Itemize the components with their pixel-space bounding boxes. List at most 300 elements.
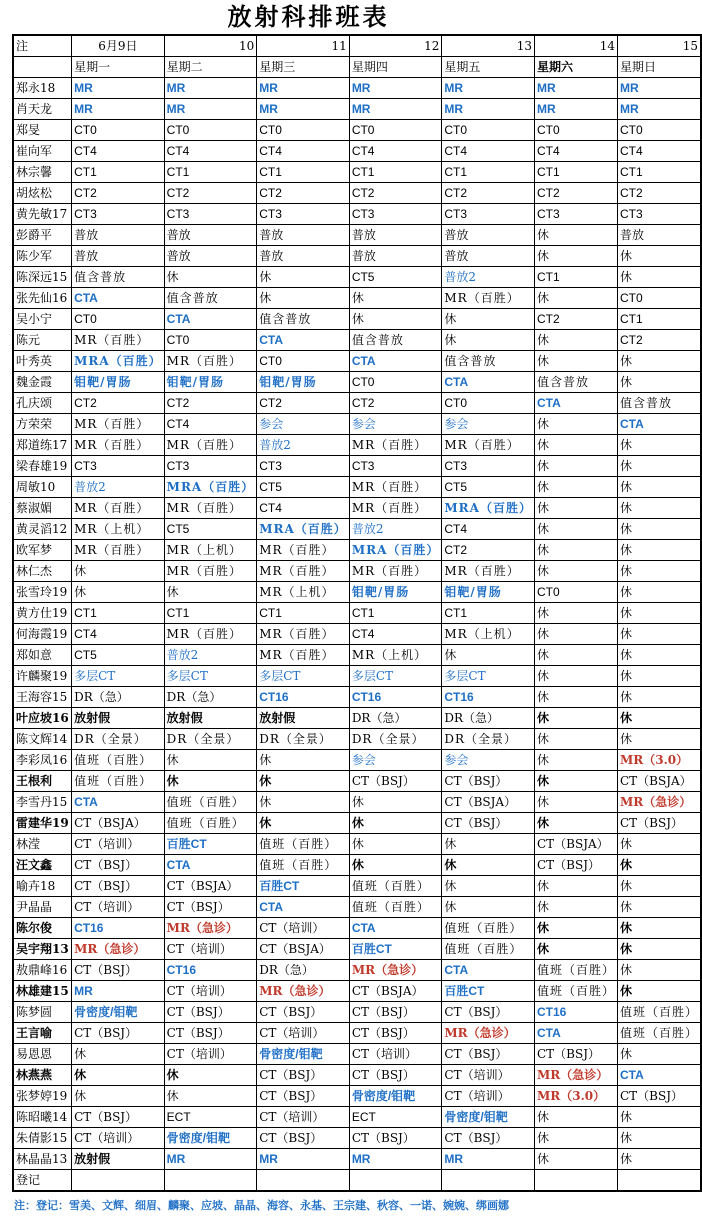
shift-cell: CT2	[617, 330, 701, 351]
shift-cell	[164, 1170, 257, 1192]
shift-cell: 放射假	[164, 708, 257, 729]
shift-cell: CT（培训）	[349, 1044, 442, 1065]
shift-cell: CT（培训）	[164, 1044, 257, 1065]
staff-name: 郑如意	[13, 645, 72, 666]
shift-cell: 休	[349, 834, 442, 855]
shift-cell: 休	[534, 939, 617, 960]
shift-cell: 休	[617, 960, 701, 981]
shift-cell: CT（BSJ）	[442, 1002, 535, 1023]
shift-cell: 普放2	[164, 645, 257, 666]
shift-cell: 休	[534, 771, 617, 792]
weekday-header: 星期日	[617, 57, 701, 78]
staff-name: 蔡淑媚	[13, 498, 72, 519]
shift-cell: 值含普放	[164, 288, 257, 309]
shift-cell: 休	[164, 267, 257, 288]
shift-cell: CT（培训）	[72, 897, 165, 918]
shift-cell: 参会	[257, 414, 350, 435]
staff-name: 雷建华19	[13, 813, 72, 834]
staff-name: 敖鼎峰16	[13, 960, 72, 981]
shift-cell: CT2	[72, 183, 165, 204]
staff-name: 吴小宁	[13, 309, 72, 330]
shift-cell: 休	[617, 351, 701, 372]
table-row	[13, 183, 701, 204]
shift-cell: CT3	[349, 456, 442, 477]
shift-cell: 休	[534, 918, 617, 939]
shift-cell: CTA	[617, 1065, 701, 1086]
shift-cell: 休	[534, 351, 617, 372]
shift-cell: MR（急诊）	[257, 981, 350, 1002]
table-row	[13, 792, 701, 813]
shift-cell: CT1	[164, 603, 257, 624]
staff-name: 魏金霞	[13, 372, 72, 393]
shift-cell: 多层CT	[257, 666, 350, 687]
staff-name: 张雪玲19	[13, 582, 72, 603]
shift-cell: 休	[617, 603, 701, 624]
shift-cell	[72, 1170, 165, 1192]
shift-cell: 休	[534, 708, 617, 729]
table-row	[13, 267, 701, 288]
shift-cell: CT0	[72, 309, 165, 330]
date-header: 14	[534, 35, 617, 57]
shift-cell: 值含普放	[349, 330, 442, 351]
shift-cell: DR（急）	[164, 687, 257, 708]
shift-cell: MR（百胜）	[164, 561, 257, 582]
shift-cell: 休	[534, 414, 617, 435]
shift-cell: CT5	[442, 477, 535, 498]
shift-cell: 休	[349, 288, 442, 309]
shift-cell: MR（上机）	[442, 624, 535, 645]
shift-cell: 钼靶/胃肠	[257, 372, 350, 393]
shift-cell: MRA（百胜）	[164, 477, 257, 498]
staff-name: 登记	[13, 1170, 72, 1192]
shift-cell: 休	[617, 708, 701, 729]
shift-cell: CT4	[534, 141, 617, 162]
shift-cell: CT0	[442, 120, 535, 141]
shift-cell: 休	[534, 876, 617, 897]
shift-cell: CT（BSJ）	[534, 1044, 617, 1065]
shift-cell: CT（BSJ）	[72, 960, 165, 981]
shift-cell: CT4	[349, 141, 442, 162]
table-row	[13, 645, 701, 666]
table-row	[13, 624, 701, 645]
shift-cell: DR（急）	[349, 708, 442, 729]
shift-cell: CT0	[349, 372, 442, 393]
shift-cell: CT（BSJ）	[442, 1044, 535, 1065]
date-header: 6月9日	[72, 35, 165, 57]
shift-cell: 休	[617, 918, 701, 939]
shift-cell: 休	[617, 876, 701, 897]
table-row	[13, 141, 701, 162]
shift-cell: 值班（百胜）	[164, 813, 257, 834]
shift-cell: MR（百胜）	[349, 498, 442, 519]
weekday-header-row	[13, 57, 701, 78]
staff-name: 吴宇翔13	[13, 939, 72, 960]
shift-cell: MR	[617, 78, 701, 99]
shift-cell: 普放2	[257, 435, 350, 456]
staff-name: 喻卉18	[13, 876, 72, 897]
shift-cell: 百胜CT	[349, 939, 442, 960]
shift-cell: 普放	[617, 225, 701, 246]
shift-cell: 钼靶/胃肠	[72, 372, 165, 393]
shift-cell: 值班（百胜）	[442, 939, 535, 960]
shift-cell: CT3	[442, 456, 535, 477]
shift-cell: MR	[72, 78, 165, 99]
shift-cell: 休	[617, 1107, 701, 1128]
shift-cell: CT（培训）	[257, 918, 350, 939]
staff-name: 方荣荣	[13, 414, 72, 435]
shift-cell: MR	[534, 99, 617, 120]
shift-cell: CT3	[72, 456, 165, 477]
shift-cell: CT1	[534, 162, 617, 183]
shift-cell: 休	[72, 1086, 165, 1107]
shift-cell: 值班（百胜）	[534, 981, 617, 1002]
table-row	[13, 246, 701, 267]
staff-name: 郑道练17	[13, 435, 72, 456]
shift-cell: CTA	[349, 351, 442, 372]
shift-cell: 休	[534, 666, 617, 687]
shift-cell: 休	[534, 603, 617, 624]
shift-cell: CT1	[72, 603, 165, 624]
shift-cell: 放射假	[72, 708, 165, 729]
shift-cell: MR（百胜）	[72, 330, 165, 351]
staff-name: 肖天龙	[13, 99, 72, 120]
shift-cell: MR（上机）	[164, 540, 257, 561]
shift-cell: CT（培训）	[257, 1107, 350, 1128]
shift-cell: 值班（百胜）	[164, 792, 257, 813]
shift-cell: CT1	[257, 162, 350, 183]
shift-cell: CT4	[257, 141, 350, 162]
shift-cell: 值班（百胜）	[72, 771, 165, 792]
shift-cell: 休	[442, 330, 535, 351]
staff-name: 陈深远15	[13, 267, 72, 288]
shift-cell: CT（BSJ）	[442, 813, 535, 834]
shift-cell: MR（3.0）	[617, 750, 701, 771]
shift-cell: MR（百胜）	[72, 540, 165, 561]
table-row	[13, 582, 701, 603]
shift-cell: CT（BSJ）	[349, 771, 442, 792]
shift-cell: CT16	[72, 918, 165, 939]
shift-cell: DR（全景）	[349, 729, 442, 750]
shift-cell	[534, 1170, 617, 1192]
shift-cell: CT1	[72, 162, 165, 183]
table-row	[13, 561, 701, 582]
shift-cell: 休	[349, 309, 442, 330]
shift-cell: CT（培训）	[442, 1065, 535, 1086]
table-row	[13, 813, 701, 834]
shift-cell: MR	[442, 99, 535, 120]
shift-cell: CT（BSJA）	[257, 939, 350, 960]
shift-cell: 休	[72, 582, 165, 603]
shift-cell: 休	[534, 729, 617, 750]
shift-cell: MR（急诊）	[442, 1023, 535, 1044]
staff-name: 林晶晶13	[13, 1149, 72, 1170]
shift-cell: CT（BSJ）	[534, 855, 617, 876]
table-row	[13, 771, 701, 792]
shift-cell: CT1	[617, 162, 701, 183]
shift-cell: 休	[617, 981, 701, 1002]
shift-cell: MR	[257, 78, 350, 99]
shift-cell: 多层CT	[164, 666, 257, 687]
shift-cell: 休	[534, 225, 617, 246]
shift-cell: 休	[617, 897, 701, 918]
staff-name: 陈文辉14	[13, 729, 72, 750]
staff-name: 陈梦圆	[13, 1002, 72, 1023]
shift-cell: CTA	[164, 855, 257, 876]
shift-cell: 休	[257, 792, 350, 813]
shift-cell: 休	[442, 834, 535, 855]
shift-cell: 休	[617, 582, 701, 603]
shift-cell: 休	[617, 855, 701, 876]
staff-name: 欧军梦	[13, 540, 72, 561]
shift-cell: CT4	[257, 498, 350, 519]
shift-cell: 休	[257, 267, 350, 288]
shift-cell: CT3	[257, 456, 350, 477]
table-row	[13, 99, 701, 120]
shift-cell: CT4	[72, 624, 165, 645]
shift-cell: 骨密度/钼靶	[72, 1002, 165, 1023]
shift-cell: MR（百胜）	[164, 351, 257, 372]
shift-cell: CTA	[257, 897, 350, 918]
staff-name: 叶应坡16	[13, 708, 72, 729]
shift-cell: CT4	[164, 414, 257, 435]
staff-name: 梁春雄19	[13, 456, 72, 477]
shift-cell: 休	[617, 435, 701, 456]
shift-cell: CT（BSJ）	[164, 897, 257, 918]
date-header: 12	[349, 35, 442, 57]
shift-cell: 休	[534, 750, 617, 771]
shift-cell: 普放	[349, 246, 442, 267]
shift-cell: 骨密度/钼靶	[349, 1086, 442, 1107]
shift-cell: 休	[72, 1065, 165, 1086]
staff-name: 林仁杰	[13, 561, 72, 582]
shift-cell: 普放	[442, 246, 535, 267]
shift-cell: 骨密度/钼靶	[164, 1128, 257, 1149]
shift-cell: 普放	[164, 225, 257, 246]
shift-cell: 值班（百胜）	[257, 834, 350, 855]
shift-cell: CT5	[257, 477, 350, 498]
shift-cell: 休	[534, 561, 617, 582]
shift-cell: MR	[442, 78, 535, 99]
page-title: 放射科排班表	[227, 2, 390, 31]
shift-cell: CT（BSJ）	[442, 1128, 535, 1149]
table-row	[13, 1044, 701, 1065]
staff-name: 何海霞19	[13, 624, 72, 645]
shift-cell: 休	[257, 771, 350, 792]
shift-cell: 普放	[257, 225, 350, 246]
shift-cell: 休	[164, 1065, 257, 1086]
shift-cell: CT2	[442, 183, 535, 204]
shift-cell: CT（培训）	[72, 834, 165, 855]
staff-name: 陈昭曦14	[13, 1107, 72, 1128]
shift-cell: MR	[72, 99, 165, 120]
weekday-header: 星期四	[349, 57, 442, 78]
shift-cell: DR（急）	[257, 960, 350, 981]
shift-cell: 值班（百胜）	[617, 1023, 701, 1044]
shift-cell: 休	[442, 897, 535, 918]
shift-cell: DR（全景）	[442, 729, 535, 750]
table-row	[13, 939, 701, 960]
table-row	[13, 876, 701, 897]
shift-cell: MR（3.0）	[534, 1086, 617, 1107]
shift-cell: CT（BSJA）	[349, 981, 442, 1002]
shift-cell: 休	[534, 498, 617, 519]
shift-cell: 休	[349, 813, 442, 834]
shift-cell: CT0	[349, 120, 442, 141]
shift-cell: CT（BSJ）	[72, 1023, 165, 1044]
staff-name: 郑永18	[13, 78, 72, 99]
shift-cell: CT3	[164, 204, 257, 225]
staff-name: 林燕燕	[13, 1065, 72, 1086]
shift-cell: 休	[534, 813, 617, 834]
shift-cell: CT（BSJ）	[72, 1107, 165, 1128]
shift-cell: MR	[72, 981, 165, 1002]
shift-cell: 值含普放	[617, 393, 701, 414]
shift-cell: 参会	[349, 750, 442, 771]
shift-cell: CT（培训）	[164, 981, 257, 1002]
shift-cell: CT（BSJA）	[534, 834, 617, 855]
shift-cell: 休	[534, 540, 617, 561]
shift-cell: MR（上机）	[72, 519, 165, 540]
shift-cell: 休	[534, 456, 617, 477]
shift-cell: CT1	[257, 603, 350, 624]
shift-cell: 值含普放	[257, 309, 350, 330]
table-row	[13, 1149, 701, 1170]
shift-cell: MR（百胜）	[349, 477, 442, 498]
shift-cell: CT3	[617, 204, 701, 225]
shift-cell: MR	[349, 1149, 442, 1170]
shift-cell: CT（BSJ）	[617, 1086, 701, 1107]
shift-cell: 休	[534, 435, 617, 456]
shift-cell: 休	[72, 1044, 165, 1065]
table-row	[13, 498, 701, 519]
date-header: 11	[257, 35, 350, 57]
shift-cell: CT（BSJ）	[617, 813, 701, 834]
shift-cell: 值含普放	[72, 267, 165, 288]
shift-cell: 休	[617, 687, 701, 708]
table-row	[13, 897, 701, 918]
footer-note: 注：登记：雪美、文辉、细眉、麟聚、应坡、晶晶、海容、永基、王宗建、秋容、一诺、婉婉、绑画娜	[14, 1199, 509, 1212]
staff-name: 王根利	[13, 771, 72, 792]
shift-cell: 普放	[442, 225, 535, 246]
shift-cell: MR	[534, 78, 617, 99]
shift-cell: 休	[617, 834, 701, 855]
shift-cell: CT（培训）	[72, 1128, 165, 1149]
staff-name: 李雪丹15	[13, 792, 72, 813]
shift-cell: CT（BSJA）	[617, 771, 701, 792]
weekday-header: 星期二	[164, 57, 257, 78]
staff-name: 张先仙16	[13, 288, 72, 309]
table-row	[13, 960, 701, 981]
table-row	[13, 1086, 701, 1107]
shift-cell: CT（BSJA）	[164, 876, 257, 897]
shift-cell: 休	[72, 561, 165, 582]
shift-cell: 百胜CT	[164, 834, 257, 855]
weekday-header: 星期六	[534, 57, 617, 78]
shift-cell: 休	[534, 645, 617, 666]
table-row	[13, 162, 701, 183]
shift-cell: CT5	[72, 645, 165, 666]
shift-cell: CT2	[72, 393, 165, 414]
shift-cell: CTA	[442, 960, 535, 981]
shift-cell: CT3	[72, 204, 165, 225]
shift-cell: 普放	[257, 246, 350, 267]
shift-cell: MR（百胜）	[257, 561, 350, 582]
shift-cell: CT0	[617, 288, 701, 309]
shift-cell: 休	[442, 855, 535, 876]
shift-cell: CT4	[442, 141, 535, 162]
staff-name: 陈元	[13, 330, 72, 351]
shift-cell: 休	[164, 1086, 257, 1107]
shift-cell: CT0	[164, 120, 257, 141]
table-row	[13, 729, 701, 750]
shift-cell: CT2	[617, 183, 701, 204]
staff-name: 王言喻	[13, 1023, 72, 1044]
shift-cell: 休	[257, 288, 350, 309]
table-row	[13, 1107, 701, 1128]
shift-cell: CTA	[72, 288, 165, 309]
shift-cell: CT（BSJ）	[349, 1065, 442, 1086]
shift-cell: CTA	[442, 372, 535, 393]
shift-cell	[617, 1170, 701, 1192]
shift-cell: CT（BSJ）	[257, 1128, 350, 1149]
shift-cell: 多层CT	[72, 666, 165, 687]
shift-cell: 休	[534, 519, 617, 540]
shift-cell: 值班（百胜）	[349, 897, 442, 918]
shift-cell: 休	[349, 792, 442, 813]
staff-name: 孔庆颂	[13, 393, 72, 414]
shift-cell: MR	[257, 99, 350, 120]
shift-cell: CTA	[72, 792, 165, 813]
shift-cell: CT1	[349, 603, 442, 624]
shift-cell: 休	[617, 498, 701, 519]
shift-cell: 值班（百胜）	[617, 1002, 701, 1023]
shift-cell: CT3	[534, 204, 617, 225]
shift-cell: MRA（百胜）	[349, 540, 442, 561]
staff-name: 林宗馨	[13, 162, 72, 183]
shift-cell: CT1	[534, 267, 617, 288]
shift-cell: CT1	[442, 603, 535, 624]
shift-cell: 休	[534, 288, 617, 309]
staff-name: 尹晶晶	[13, 897, 72, 918]
weekday-header: 星期三	[257, 57, 350, 78]
shift-cell: 休	[534, 624, 617, 645]
staff-name: 周敏10	[13, 477, 72, 498]
shift-cell: 休	[534, 1107, 617, 1128]
shift-cell: 放射假	[257, 708, 350, 729]
shift-cell: 多层CT	[349, 666, 442, 687]
shift-cell: CT（BSJ）	[164, 1023, 257, 1044]
shift-cell: 值含普放	[534, 372, 617, 393]
shift-cell: DR（全景）	[257, 729, 350, 750]
shift-cell: 休	[617, 519, 701, 540]
shift-cell: 休	[617, 939, 701, 960]
shift-cell: 休	[617, 477, 701, 498]
shift-cell: CT16	[349, 687, 442, 708]
shift-cell: 休	[617, 666, 701, 687]
shift-cell: 休	[617, 372, 701, 393]
shift-cell: CT2	[164, 183, 257, 204]
shift-cell: 休	[617, 729, 701, 750]
shift-cell: 休	[617, 540, 701, 561]
shift-cell: 休	[349, 855, 442, 876]
shift-cell: MR（百胜）	[164, 624, 257, 645]
shift-cell: CT（BSJ）	[164, 1002, 257, 1023]
shift-cell: 钼靶/胃肠	[349, 582, 442, 603]
shift-cell: CT0	[534, 582, 617, 603]
shift-cell	[257, 1170, 350, 1192]
table-row	[13, 603, 701, 624]
staff-name: 黄先敏17	[13, 204, 72, 225]
